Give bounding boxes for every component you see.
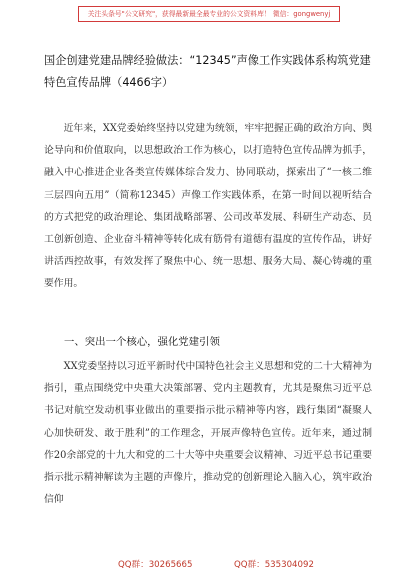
- footer-qq-group-1: QQ群：30265665: [118, 560, 193, 570]
- document-title: 国企创建党建品牌经验做法：“12345”声像工作实践体系构筑党建特色宣传品牌（4466字）: [44, 54, 371, 89]
- body-paragraph: 近年来，XX党委始终坚持以党建为统领，牢牢把握正确的政治方向、舆论导向和价值取向，以思想政治工作为核心，以打造特色宣传品牌为抓手，融入中心推进企业各类宣传媒体综合发力、协同联动，探索出了“一核二维三层四向五用”（简称12345）声像工作实践体系，在第一时间以视听结合的方式把党的政治理论、集团战略部署、公司改革发展、科研生产动态、员工创新创造、企业奋斗精神等转化成有筋骨有道德有温度的宣传作品，讲好讲活西控故事，有效发挥了聚焦中心、统一思想、服务大局、凝心铸魂的重要作用。: [44, 123, 372, 290]
- header-banner: 关注头条号"公文研究"，获得最新最全最专业的公文资料库！ 微信：gongwenyj: [78, 6, 340, 22]
- body-paragraph: XX党委坚持以习近平新时代中国特色社会主义思想和党的二十大精神为指引，重点围绕党中央重大决策部署、党内主题教育，尤其是聚焦习近平总书记对航空发动机事业做出的重要指示批示精神等内容，践行集团“凝聚人心加快研发、敢于胜利”的工作理念，开展声像特色宣传。近年来，通过制作20余部党的十九大和党的二十大等中央重要会议精神、习近平总书记重要指示批示精神解读为主题的声像片，推动党的创新理论入脑入心，筑牢政治信仰: [44, 361, 372, 506]
- section-heading: 一、突出一个核心，强化党建引领: [64, 336, 220, 348]
- footer-qq-group-2: QQ群：535304092: [234, 560, 314, 570]
